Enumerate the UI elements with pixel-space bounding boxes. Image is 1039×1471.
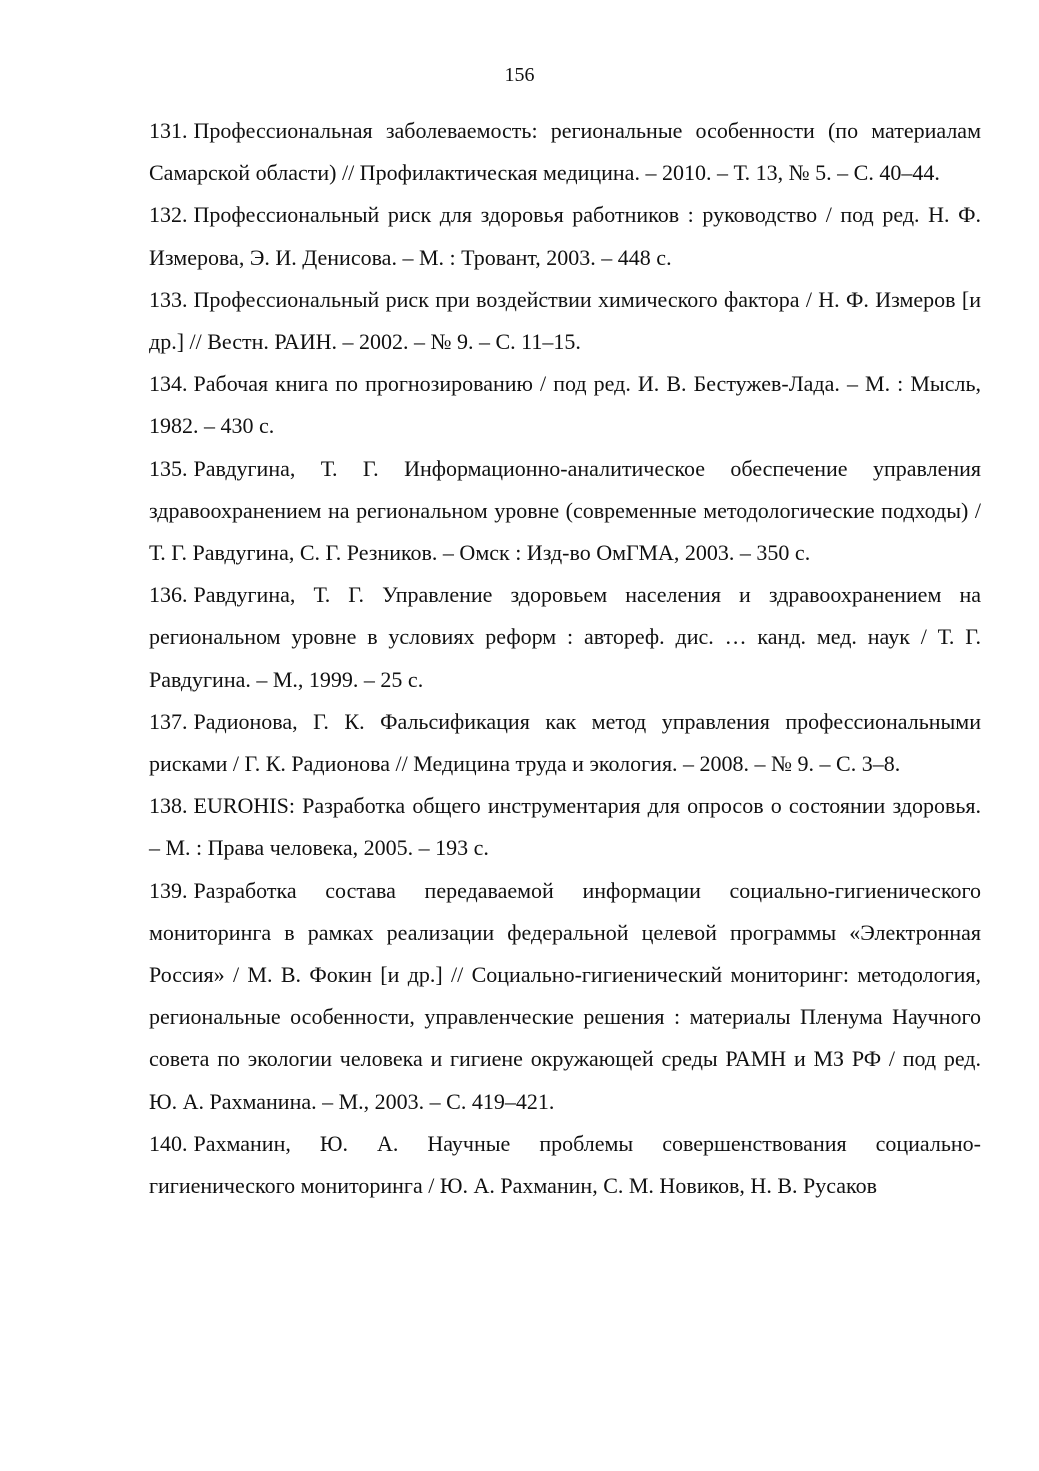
reference-text: EUROHIS: Разработка общего инструментария для опросов о состоянии здоровья. – М. : Права человека, 2005. – 193 с.	[149, 793, 981, 861]
reference-item	[149, 785, 981, 869]
reference-text: Профессиональная заболеваемость: региональные особенности (по материалам Самарской области) // Профилактическая медицина. – 2010. – Т. 13, № 5. – С. 40–44.	[149, 118, 981, 186]
reference-item	[149, 1123, 981, 1207]
reference-item	[149, 110, 981, 194]
reference-text: Рахманин, Ю. А. Научные проблемы совершенствования социально-гигиенического мониторинга / Ю. А. Рахманин, С. М. Новиков, Н. В. Русаков	[149, 1130, 981, 1199]
reference-item	[149, 363, 981, 447]
reference-text: Рабочая книга по прогнозированию / под ред. И. В. Бестужев-Лада. – М. : Мысль, 1982. – 430 с.	[149, 371, 981, 439]
reference-number: 136.	[149, 582, 188, 608]
reference-number: 140.	[149, 1130, 188, 1156]
reference-text: Равдугина, Т. Г. Управление здоровьем населения и здравоохранением на региональном уровне в условиях реформ : автореф. дис. … канд. мед. наук / Т. Г. Равдугина. – М., 1999. – 25 с.	[149, 582, 981, 692]
reference-item	[149, 701, 981, 785]
reference-number: 138.	[149, 793, 188, 819]
reference-text: Равдугина, Т. Г. Информационно-аналитическое обеспечение управления здравоохранением на региональном уровне (современные методологические подходы) / Т. Г. Равдугина, С. Г. Резников. – Омск : Изд-во ОмГМА, 2003. – 350 с.	[149, 455, 981, 566]
reference-number: 133.	[149, 286, 188, 312]
page-number: 156	[504, 64, 535, 86]
reference-number: 139.	[149, 877, 188, 903]
reference-number: 134.	[149, 371, 188, 397]
reference-item	[149, 870, 981, 1123]
reference-item	[149, 574, 981, 701]
reference-text: Профессиональный риск для здоровья работников : руководство / под ред. Н. Ф. Измерова, Э. И. Денисова. – М. : Тровант, 2003. – 448 с.	[149, 202, 981, 270]
reference-number: 135.	[149, 455, 188, 481]
reference-text: Профессиональный риск при воздействии химического фактора / Н. Ф. Измеров [и др.] // Вестн. РАИН. – 2002. – № 9. – С. 11–15.	[149, 286, 981, 355]
reference-number: 137.	[149, 708, 188, 734]
reference-item	[149, 448, 981, 575]
reference-item	[149, 279, 981, 363]
reference-text: Радионова, Г. К. Фальсификация как метод управления профессиональными рисками / Г. К. Радионова // Медицина труда и экология. – 2008. – № 9. – С. 3–8.	[149, 708, 981, 777]
reference-item	[149, 194, 981, 278]
reference-number: 131.	[149, 118, 188, 143]
reference-number: 132.	[149, 202, 188, 228]
reference-list	[149, 110, 981, 1207]
reference-text: Разработка состава передаваемой информации социально-гигиенического мониторинга в рамках реализации федеральной целевой программы «Электронная Россия» / М. В. Фокин [и др.] // Социально-гигиенический мониторинг: методология, региональные особенности, управленческие решения : материалы Пленума Научного совета по экологии человека и гигиене окружающей среды РАМН и МЗ РФ / под ред. Ю. А. Рахманина. – М., 2003. – С. 419–421.	[149, 877, 981, 1114]
